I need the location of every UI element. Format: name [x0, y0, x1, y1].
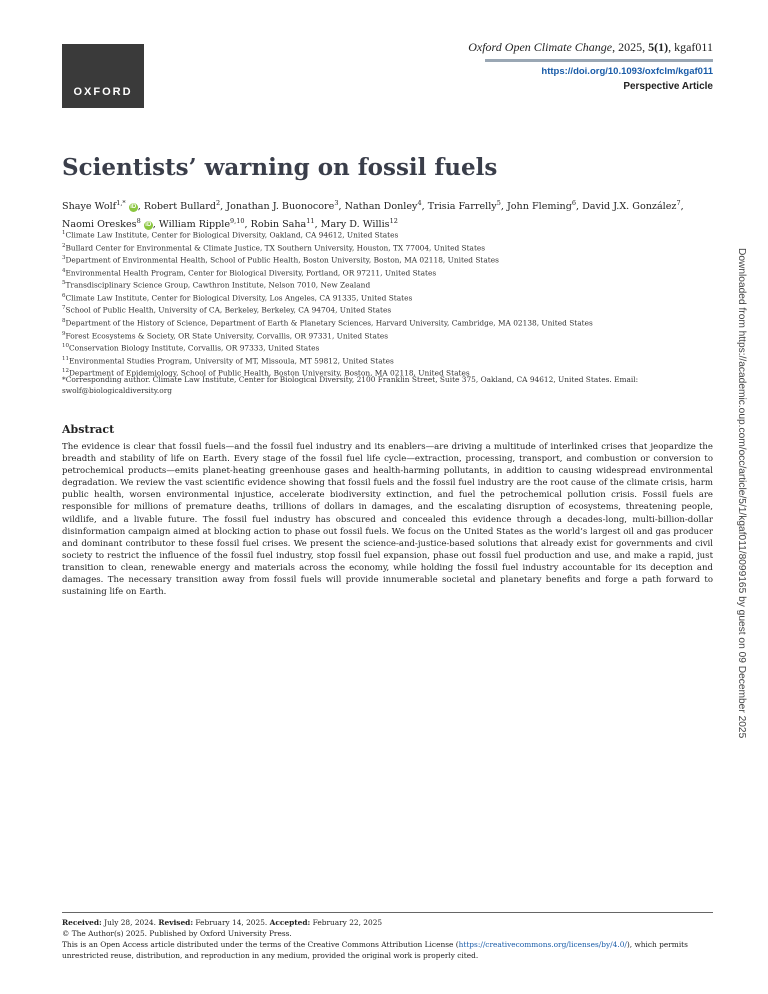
- affiliation-item: $^{10}$Conservation Biology Institute, Corvallis, OR 97333, United States: [62, 343, 320, 353]
- affiliation-item: $^6$Climate Law Institute, Center for Biological Diversity, Los Angeles, CA 91335, United States: [62, 292, 413, 303]
- affiliation-item: $^2$Bullard Center for Environmental & Climate Justice, TX Southern University, Houston, TX 77004, United States: [62, 242, 486, 253]
- author-affiliation-ref: 6: [571, 199, 576, 207]
- header-rule: [485, 59, 713, 62]
- author-name[interactable]: Robin Saha: [250, 219, 307, 231]
- footer: [62, 917, 722, 961]
- corresponding-author: *Corresponding author. Climate Law Institute, Center for Biological Diversity, 2100 Franklin Street, Suite 375, Oakland, CA 94612, United States. Email: swolf@biologicaldiversity.org: [62, 375, 639, 395]
- author-affiliation-ref: 7: [676, 199, 681, 207]
- author-affiliation-ref: 5: [496, 199, 501, 207]
- author-name[interactable]: Robert Bullard: [143, 201, 216, 213]
- author-name[interactable]: Mary D. Willis: [320, 219, 390, 231]
- doi-link[interactable]: https://doi.org/10.1093/oxfclm/kgaf011: [541, 66, 713, 77]
- affiliation-item: $^5$Transdisciplinary Science Group, Cawthron Institute, Nelson 7010, New Zealand: [62, 280, 371, 290]
- copyright: © The Author(s) 2025. Published by Oxford University Press.: [62, 929, 292, 938]
- affiliation-item: $^8$Department of the History of Science, Department of Earth & Planetary Sciences, Harvard University, Cambridge, MA 02138, United States: [62, 317, 593, 328]
- affiliation-item: $^4$Environmental Health Program, Center for Biological Diversity, Portland, OR 97211, United States: [62, 267, 437, 278]
- author-name[interactable]: Naomi Oreskes: [62, 219, 137, 231]
- author-name[interactable]: John Fleming: [506, 201, 572, 213]
- author-affiliation-ref: 8: [136, 217, 141, 226]
- download-notice-text: Downloaded from https://academic.oup.com/occ/article/5/1/kgaf011/8099165 by guest on 09 December 2025: [736, 248, 747, 739]
- author-affiliation-ref: 9,10: [230, 217, 245, 226]
- author-name[interactable]: Trisia Farrelly: [427, 201, 497, 213]
- author-name[interactable]: Shaye Wolf: [62, 201, 117, 213]
- author-affiliation-ref: 4: [417, 199, 422, 207]
- abstract-text: The evidence is clear that fossil fuels—and the fossil fuel industry and its enablers—are driving a multitude of interlinked crises that jeopardize the breadth and stability of life on Earth. Every stage of the fossil fuel life cycle—extraction, processing, transport, and combustion or conversion to petrochemical products—emits planet-heating greenhouse gases and health-harming pollutants, in addition to causing widespread environmental degradation. We review the vast scientific evidence showing that fossil fuels and the fossil fuel industry are the root cause of the climate crisis, harm public health, worsen environmental injustice, accelerate biodiversity extinction, and fuel the petrochemical pollution crisis. Fossil fuels are responsible for millions of premature deaths, trillions of dollars in damages, and the escalating disruption of ecosystems, threatening people, wildlife, and a livable future. The fossil fuel industry has obscured and concealed this evidence through a decades-long, multi-billion-dollar disinformation campaign aimed at blocking action to phase out fossil fuels. We focus on the United States as the world’s largest oil and gas producer and dominant contributor to these fossil fuel crises. We present the science-and-justice-based solutions that already exist for governments and civil society to restrict the influence of the fossil fuel industry, stop fossil fuel expansion, phase out fossil fuel production and use, and make a rapid, just transition to clean, renewable energy and materials across the economy, while holding the fossil fuel industry accountable for its deception and damages. The necessary transition away from fossil fuels will provide innumerable societal and planetary benefits and forge a path forward to sustaining life on Earth.: [62, 442, 713, 598]
- article-type: Perspective Article: [623, 81, 713, 92]
- footer-rule: [62, 912, 713, 913]
- abstract-heading: Abstract: [62, 423, 115, 436]
- oxford-logo: OXFORD: [62, 44, 144, 108]
- orcid-icon[interactable]: iD: [130, 204, 137, 211]
- author-affiliation-ref: 2: [215, 199, 221, 207]
- license: This is an Open Access article distributed under the terms of the Creative Commons Attribution License (https://creativecommons.org/licenses/by/4.0/), which permits unrestricted reuse, distribution, and reproduction in any medium, provided the original work is properly cited.: [62, 940, 688, 960]
- author-name[interactable]: David J.X. González: [582, 201, 677, 213]
- affiliation-item: $^1$Climate Law Institute, Center for Biological Diversity, Oakland, CA 94612, United States: [62, 230, 399, 240]
- affiliation-item: $^{11}$Environmental Studies Program, University of MT, Missoula, MT 59812, United States: [62, 355, 394, 366]
- article-id: , kgaf011: [668, 40, 713, 54]
- affiliation-item: $^7$School of Public Health, University of CA, Berkeley, Berkeley, CA 94704, United States: [62, 305, 392, 315]
- author-affiliation-ref: 12: [389, 217, 398, 226]
- volume-issue: 5(1): [648, 40, 669, 54]
- author-affiliation-ref: 11: [306, 217, 315, 226]
- affiliation-item: $^9$Forest Ecosystems & Society, OR State University, Corvallis, OR 97331, United States: [62, 330, 389, 340]
- journal-header: [468, 40, 713, 92]
- author-list: Shaye Wolf$^{1,*}$ iD , Robert Bullard$^2$, Jonathan J. Buonocore$^3$, Nathan Donley$^4$, Trisia Farrelly$^5$, John Fleming$^6$, David J.X. González$^7$, Naomi Oreskes$^8$ iD , William Ripple$^{9,10}$, Robin Saha$^{11}$, Mary D. Willis$^{12}$: [62, 199, 684, 231]
- author-affiliation-ref: 3: [334, 199, 339, 207]
- download-notice: [735, 248, 749, 748]
- author-name[interactable]: William Ripple: [158, 219, 231, 231]
- author-name[interactable]: Nathan Donley: [344, 201, 418, 213]
- author-name[interactable]: Jonathan J. Buonocore: [226, 201, 335, 213]
- affiliation-list: [62, 228, 702, 379]
- journal-name[interactable]: Oxford Open Climate Change: [468, 40, 613, 54]
- journal-citation: [468, 40, 713, 55]
- license-link[interactable]: https://creativecommons.org/licenses/by/4.0/: [458, 940, 627, 949]
- journal-year: , 2025,: [612, 40, 649, 54]
- orcid-icon[interactable]: iD: [145, 222, 152, 229]
- history-dates: Received: July 28, 2024. Revised: February 14, 2025. Accepted: February 22, 2025: [62, 918, 383, 927]
- author-affiliation-ref: 1,*: [116, 199, 126, 207]
- affiliation-item: $^3$Department of Environmental Health, School of Public Health, Boston University, Boston, MA 02118, United States: [62, 255, 499, 265]
- affiliation-item: $^{12}$Department of Epidemiology, School of Public Health, Boston University, Boston, MA 02118, United States: [62, 368, 470, 378]
- article-title: Scientists’ warning on fossil fuels: [62, 154, 498, 181]
